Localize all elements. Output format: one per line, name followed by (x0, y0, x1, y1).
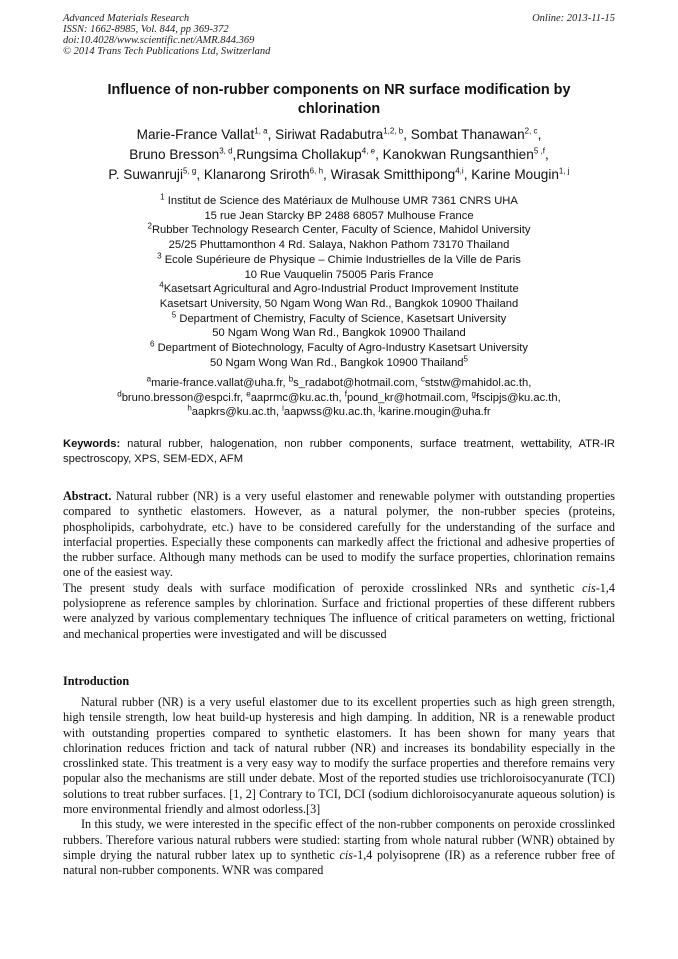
affiliation-5: $^5$ Department of Chemistry, Faculty of Science, Kasetsart University (171, 309, 507, 325)
title-line-1: Influence of non-rubber components on NR surface modification by (107, 82, 571, 98)
author-name: P. Suwanruji (108, 167, 183, 182)
affiliation-4-address: Kasetsart University, 50 Ngam Wong Wan Rd., Bangkok 10900 Thailand (159, 297, 519, 310)
affiliation-1-address: 15 rue Jean Starcky BP 2488 68057 Mulhouse France (204, 209, 474, 222)
affiliation-1: $^1$ Institut de Science des Matériaux de Mulhouse UMR 7361 CNRS UHA (160, 192, 518, 207)
affiliation-6-address: 50 Ngam Wong Wan Rd., Bangkok 10900 Thailand$^5$ (210, 354, 468, 369)
author-line-3: P. Suwanruji$^{5, g}$, Klanarong Sriroth$^{6, h}$, Wirasak Smitthipong$^{4,i}$, Karine Mougin$^{1, j}$ (108, 166, 570, 182)
introduction-paragraph-2: In this study, we were interested in the specific effect of the non-rubber components on peroxide crosslinked rubbers. Therefore various natural rubbers were studied: starting from whole natural rubber (WNR) obtained by simple drying the natural rubber latex up to synthetic cis-1,4 polyisoprene (IR) as a reference rubber free of natural non-rubber components. WNR was compared (63, 817, 615, 878)
abstract-paragraph-2: The present study deals with surface modification of peroxide crosslinked NRs and synthetic cis-1,4 polysioprene as reference samples by chlorination. Surface and frictional properties of these different rubbers were analyzed by various complementary techniques The influence of critical parameters on wetting, frictional and mechanical properties were investigated and will be discussed (63, 580, 615, 641)
affiliation-2-address: 25/25 Phuttamonthon 4 Rd. Salaya, Nakhon Pathom 73170 Thailand (168, 239, 510, 252)
abstract-label: Abstract. (63, 489, 112, 503)
introduction-paragraph-1: Natural rubber (NR) is a very useful elastomer due to its excellent properties such as high green strength, high tensile strength, low heat build-up hysteresis and high damping. In addition, NR is a renewable product with outstanding properties compared to synthetic elastomers. It has been shown for many years that chlorination reduces friction and tack of natural rubber (NR) and increases its bondability especially in the crosslinked state. This treatment is a very easy way to modify the surface properties and therefore remains very popular also the mechanisms are still under debate. Most of the reported studies use trichloroisocyanurate (TCI) solutions to treat rubber surfaces. [1, 2] Contrary to TCI, DCI (sodium dichloroisocyanurate aqueous solution) is more environmental friendly and almost odorless.[3] (63, 695, 615, 817)
email: s_radabot@hotmail.com, (293, 377, 418, 389)
author-name: Siriwat Radabutra (275, 127, 384, 142)
affiliations (63, 194, 615, 370)
email-line-3: $^h$aapkrs@ku.ac.th, $^i$aapwss@ku.ac.th, $^j$karine.mougin@uha.fr (187, 403, 491, 418)
journal-name: Advanced Materials Research (63, 13, 190, 24)
email: aapwss@ku.ac.th, (283, 406, 376, 418)
introduction-body (63, 695, 615, 879)
email: aapkrs@ku.ac.th, (191, 406, 280, 418)
email-list (63, 376, 615, 420)
author-affil: 5 ,f (533, 146, 545, 156)
author-line-2: Bruno Bresson$^{3, d}$,Rungsima Chollakup$^{4, e}$, Kanokwan Rungsanthien$^{5 ,f}$, (129, 146, 549, 162)
author-affil: 4, e (361, 146, 376, 156)
email-line-1: $^a$marie-france.vallat@uha.fr, $^b$s_radabot@hotmail.com, $^c$ststw@mahidol.ac.th, (146, 374, 532, 389)
author-affil: 2, c (524, 126, 538, 136)
author-affil: 1, a (254, 126, 268, 136)
copyright: © 2014 Trans Tech Publications Ltd, Switzerland (63, 46, 271, 57)
email: bruno.bresson@espci.fr, (121, 391, 244, 404)
author-affil: 1,2, b (383, 126, 404, 136)
affiliation-4: $^4$Kasetsart Agricultural and Agro-Industrial Product Improvement Institute (159, 280, 519, 296)
title-line-2: chlorination (297, 101, 381, 117)
keywords (63, 437, 615, 467)
email: fscipjs@ku.ac.th, (476, 391, 561, 404)
author-affil: 1, j (558, 166, 570, 176)
author-name: Marie-France Vallat (136, 127, 255, 142)
journal-header (63, 13, 270, 57)
author-name: Kanokwan Rungsanthien (382, 147, 534, 162)
author-affil: 3, d (219, 146, 233, 156)
affiliation-5-address: 50 Ngam Wong Wan Rd., Bangkok 10900 Thailand (212, 327, 466, 340)
author-name: Klanarong Sriroth (203, 167, 310, 182)
email: karine.mougin@uha.fr (380, 406, 491, 418)
author-list (63, 125, 615, 185)
affiliation-3: $^3$ Ecole Supérieure de Physique – Chimie Industrielles de la Ville de Paris (157, 251, 521, 266)
abstract-paragraph-1: Abstract. Natural rubber (NR) is a very useful elastomer and renewable polymer with outstanding properties compared to synthetic elastomers. However, as a natural polymer, the non-rubber species (proteins, phospholipids, carbohydrate, etc.) have to be considered carefully for the understanding of the surface and interfacial properties. Especially these components can markedly affect the frictional and adhesive properties of the rubber surface. Although many methods can be used to modify the surface properties, chlorination remains one of the easiest way. (63, 489, 616, 580)
author-name: Rungsima Chollakup (236, 147, 362, 162)
author-affil: 5, g (182, 166, 197, 176)
author-affil: 4,i (455, 166, 464, 176)
email: ststw@mahidol.ac.th, (424, 377, 532, 389)
email-line-2: $^d$bruno.bresson@espci.fr, $^e$aaprmc@ku.ac.th, $^f$pound_kr@hotmail.com, $^g$fscipjs@ku.ac.th, (117, 388, 561, 404)
affiliation-3-address: 10 Rue Vauquelin 75005 Paris France (244, 268, 434, 281)
issn: ISSN: 1662-8985, Vol. 844, pp 369-372 (63, 24, 229, 35)
online-date: Online: 2013-11-15 (532, 13, 615, 24)
author-name: Karine Mougin (471, 167, 559, 182)
affiliation-6: $^6$ Department of Biotechnology, Faculty of Agro-Industry Kasetsart University (150, 339, 528, 355)
keywords-label: Keywords: (63, 438, 121, 450)
affiliation-2: $^2$Rubber Technology Research Center, Faculty of Science, Mahidol University (147, 221, 531, 237)
author-name: Bruno Bresson (129, 147, 220, 162)
abstract (63, 489, 615, 642)
email: marie-france.vallat@uha.fr, (151, 377, 286, 389)
doi: doi:10.4028/www.scientific.net/AMR.844.369 (63, 35, 255, 46)
author-affil: 6, h (309, 166, 324, 176)
introduction-heading: Introduction (63, 674, 130, 688)
email: aaprmc@ku.ac.th, (250, 391, 342, 404)
paper-title (63, 81, 615, 119)
author-line-1: Marie-France Vallat$^{1, a}$, Siriwat Radabutra$^{1,2, b}$, Sombat Thanawan$^{2, c}$, (136, 126, 542, 142)
author-name: Wirasak Smitthipong (330, 167, 456, 182)
author-name: Sombat Thanawan (410, 127, 525, 142)
email: pound_kr@hotmail.com, (347, 391, 469, 404)
keywords-text: natural rubber, halogenation, non rubber components, surface treatment, wettability, ATR-IR spectroscopy, XPS, SEM-EDX, AFM (63, 438, 616, 465)
